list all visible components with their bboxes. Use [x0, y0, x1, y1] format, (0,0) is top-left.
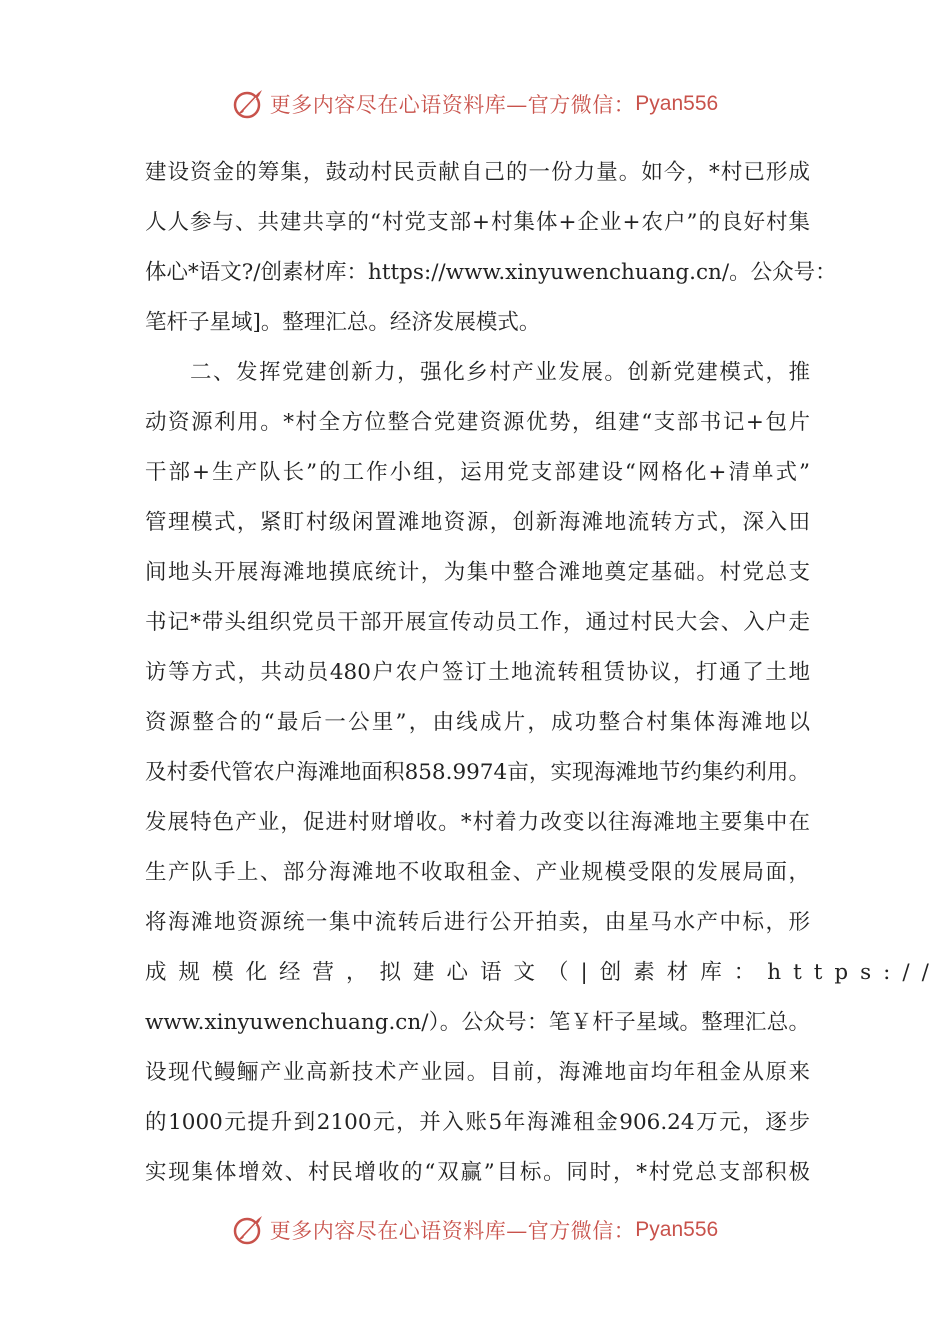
footer-watermark	[0, 1210, 950, 1250]
text-line: 成规模化经营，拟建心语文（|创素材库：https://	[145, 960, 941, 985]
footer-watermark-text: 更多内容尽在心语资料库—官方微信：	[269, 1219, 636, 1243]
footer-watermark-id: Pyan556	[635, 1218, 719, 1241]
text-line: 设现代鳗鲡产业高新技术产业园。目前，海滩地亩均年租金从原来	[145, 1060, 810, 1085]
text-line: 管理模式，紧盯村级闲置滩地资源，创新海滩地流转方式，深入田	[145, 510, 810, 535]
text-line: 将海滩地资源统一集中流转后进行公开拍卖，由星马水产中标，形	[145, 910, 810, 935]
text-line: 生产队手上、部分海滩地不收取租金、产业规模受限的发展局面，	[145, 860, 810, 885]
text-line: 笔杆子星域]。整理汇总。经济发展模式。	[145, 310, 541, 335]
text-line: 访等方式，共动员480户农户签订土地流转租赁协议，打通了土地	[145, 660, 810, 685]
text-line: 间地头开展海滩地摸底统计，为集中整合滩地奠定基础。村党总支	[145, 560, 810, 585]
header-watermark	[0, 84, 950, 124]
text-line: 体心*语文?/创素材库：https://www.xinyuwenchuang.cn/。公众号：	[145, 260, 837, 285]
text-line: 人人参与、共建共享的“村党支部+村集体+企业+农户”的良好村集	[145, 210, 810, 235]
quill-logo-icon	[232, 1213, 266, 1247]
header-watermark-text: 更多内容尽在心语资料库—官方微信：	[269, 93, 636, 117]
text-line: 发展特色产业，促进村财增收。*村着力改变以往海滩地主要集中在	[145, 810, 810, 835]
text-line: www.xinyuwenchuang.cn/）。公众号：笔￥杆子星域。整理汇总。	[145, 1010, 810, 1035]
document-body	[145, 148, 941, 1198]
text-line: 及村委代管农户海滩地面积858.9974亩，实现海滩地节约集约利用。	[145, 760, 810, 785]
text-line: 建设资金的筹集，鼓动村民贡献自己的一份力量。如今，*村已形成	[145, 160, 810, 185]
text-line: 实现集体增效、村民增收的“双赢”目标。同时，*村党总支部积极	[145, 1160, 810, 1185]
text-line: 书记*带头组织党员干部开展宣传动员工作，通过村民大会、入户走	[145, 610, 810, 635]
text-line: 二、发挥党建创新力，强化乡村产业发展。创新党建模式，推	[190, 360, 810, 385]
header-watermark-id: Pyan556	[635, 92, 719, 115]
text-line: 干部+生产队长”的工作小组，运用党支部建设“网格化+清单式”	[145, 460, 810, 485]
text-line: 的1000元提升到2100元，并入账5年海滩租金906.24万元，逐步	[145, 1110, 810, 1135]
text-line: 资源整合的“最后一公里”，由线成片，成功整合村集体海滩地以	[145, 710, 810, 735]
quill-logo-icon	[232, 87, 266, 121]
text-line: 动资源利用。*村全方位整合党建资源优势，组建“支部书记+包片	[145, 410, 810, 435]
